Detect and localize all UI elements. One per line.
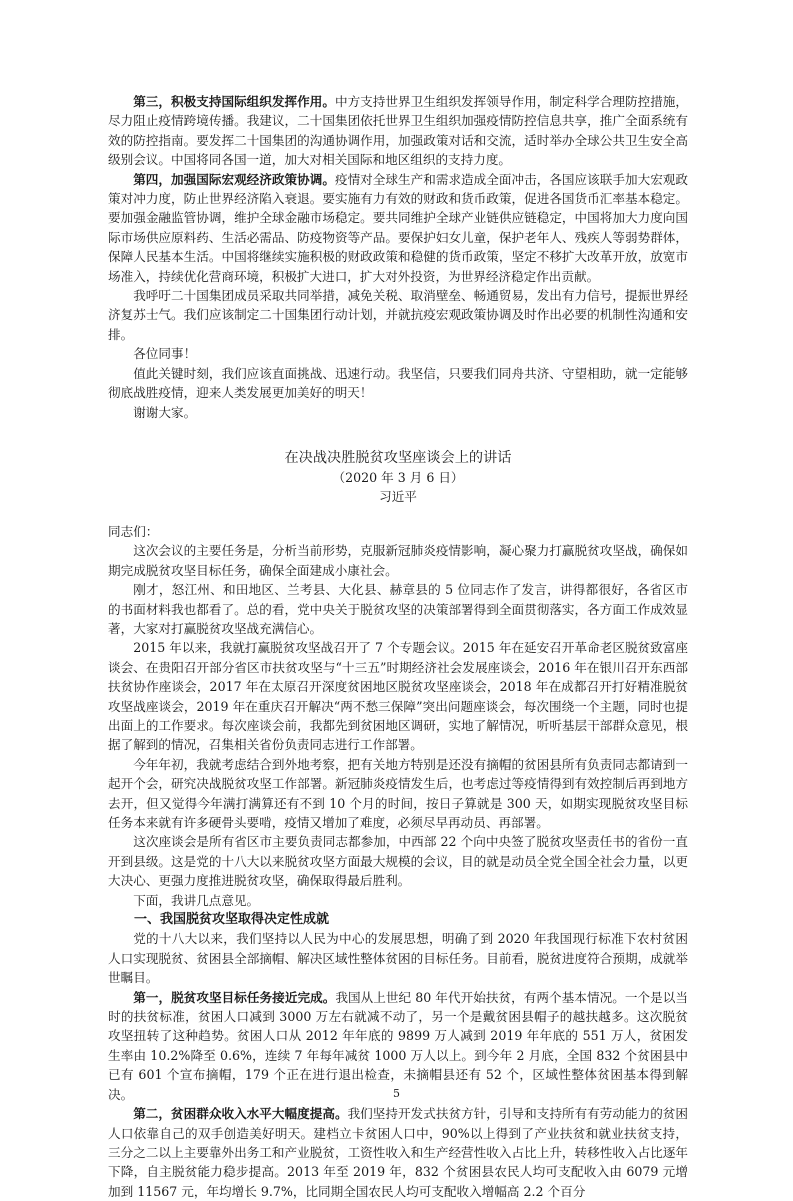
paragraph: 今年年初，我就考虑结合到外地考察，把有关地方特别是还没有摘帽的贫困县所有负责同志都请到一起开个会，研究决战脱贫攻坚工作部署。新冠肺炎疫情发生后，也考虑过等疫情得到有效控制后再到地方去开，但又觉得今年满打满算还有不到 10 个月的时间，按日子算就是 300 天，如期实现脱贫攻坚目标任务本来就有许多硬骨头要啃，疫情又增加了难度，必须尽早再动员、再部署。 bbox=[108, 756, 688, 830]
page-number: 5 bbox=[393, 1087, 400, 1100]
paragraph: 这次会议的主要任务是，分析当前形势，克服新冠肺炎疫情影响，凝心聚力打赢脱贫攻坚战，确保如期完成脱贫攻坚目标任务，确保全面建成小康社会。 bbox=[108, 543, 688, 578]
speech-date: （2020 年 3 月 6 日） bbox=[332, 469, 464, 485]
paragraph bbox=[108, 92, 688, 170]
paragraph: 值此关键时刻，我们应该直面挑战、迅速行动。我坚信，只要我们同舟共济、守望相助，就一定能够彻底战胜疫情，迎来人类发展更加美好的明天！ bbox=[108, 365, 688, 401]
section-heading: 一、我国脱贫攻坚取得决定性成就 bbox=[134, 912, 330, 928]
paragraph: 这次座谈会是所有省区市主要负责同志都参加，中西部 22 个向中央签了脱贫攻坚责任书的省份一直开到县级。这是党的十八大以来脱贫攻坚方面最大规模的会议，目的就是动员全党全国全社会力量，以更大决心、更强力度推进脱贫攻坚，确保取得最后胜利。 bbox=[108, 834, 688, 889]
speech-title: 在决战决胜脱贫攻坚座谈会上的讲话 bbox=[284, 449, 512, 466]
page-content bbox=[108, 92, 688, 1201]
speech-author: 习近平 bbox=[379, 488, 417, 504]
paragraph-lead: 第四，加强国际宏观经济政策协调。 bbox=[133, 171, 335, 187]
paragraph bbox=[108, 170, 688, 286]
paragraph-text: 疫情对全球生产和需求造成全面冲击，各国应该联手加大宏观政策对冲力度，防止世界经济陷入衰退。要实施有力有效的财政和货币政策，促进各国货币汇率基本稳定。要加强金融监管协调，维护全球金融市场稳定。要共同维护全球产业链供应链稳定，中国将加大力度向国际市场供应原料药、生活必需品、防疫物资等产品。要保护妇女儿童，保护老年人、残疾人等弱势群体，保障人民基本生活。中国将继续实施积极的财政政策和稳健的货币政策，坚定不移扩大改革开放，放宽市场准入，持续优化营商环境，积极扩大进口，扩大对外投资，为世界经济稳定作出贡献。 bbox=[108, 171, 689, 284]
paragraph: 我呼吁二十国集团成员采取共同举措，减免关税、取消壁垒、畅通贸易，发出有力信号，提振世界经济复苏士气。我们应该制定二十国集团行动计划，并就抗疫宏观政策协调及时作出必要的机制性沟通和安排。 bbox=[108, 288, 688, 342]
speech-header bbox=[108, 448, 688, 506]
paragraph-text: 中方支持世界卫生组织发挥领导作用，制定科学合理防控措施，尽力阻止疫情跨境传播。我建议，二十国集团依托世界卫生组织加强疫情防控信息共享，推广全面系统有效的防控指南。要发挥二十国集团的沟通协调作用，加强政策对话和交流，适时举办全球公共卫生安全高级别会议。中国将同各国一道，加大对相关国际和地区组织的支持力度。 bbox=[108, 94, 689, 168]
paragraph bbox=[108, 1104, 688, 1201]
paragraph: 刚才，怒江州、和田地区、兰考县、大化县、赫章县的 5 位同志作了发言，讲得都很好，各省区市的书面材料我也都看了。总的看，党中央关于脱贫攻坚的决策部署得到全面贯彻落实，各方面工作成效显著，大家对打赢脱贫攻坚战充满信心。 bbox=[108, 582, 688, 636]
paragraph: 下面，我讲几点意见。 bbox=[133, 892, 260, 908]
paragraph-text: 我国从上世纪 80 年代开始扶贫，有两个基本情况。一个是以当时的扶贫标准，贫困人口减到 3000 万左右就减不动了，另一个是戴贫困县帽子的越扶越多。这次脱贫攻坚扭转了这种趋势。贫困人口从 2012 年年底的 9899 万人减到 2019 年年底的 551 万人，贫困发生率由 10.2%降至 0.6%，连续 7 年每年减贫 1000 万人以上。到今年 2 月底，全国 832 个贫困县中已有 601 个宣布摘帽，179 个正在进行退出检查，未摘帽县还有 52 个，区域性整体贫困基本得到解决。 bbox=[108, 989, 688, 1102]
paragraph: 党的十八大以来，我们坚持以人民为中心的发展思想，明确了到 2020 年我国现行标准下农村贫困人口实现脱贫、贫困县全部摘帽、解决区域性整体贫困的目标任务。目前看，脱贫进度符合预期，成就举世瞩目。 bbox=[108, 931, 688, 986]
paragraph: 谢谢大家。 bbox=[133, 404, 197, 420]
paragraph-lead: 第二，贫困群众收入水平大幅度提高。 bbox=[133, 1106, 348, 1122]
paragraph: 各位同事！ bbox=[133, 346, 197, 362]
paragraph-lead: 第三，积极支持国际组织发挥作用。 bbox=[133, 94, 335, 109]
paragraph: 2015 年以来，我就打赢脱贫攻坚战召开了 7 个专题会议。2015 年在延安召开革命老区脱贫致富座谈会、在贵阳召开部分省区市扶贫攻坚与“十三五”时期经济社会发展座谈会，2016 年在银川召开东西部扶贫协作座谈会，2017 年在太原召开深度贫困地区脱贫攻坚座谈会，2018 年在成都召开打好精准脱贫攻坚战座谈会，2019 年在重庆召开解决“两不愁三保障”突出问题座谈会，每次围绕一个主题，同时也提出面上的工作要求。每次座谈会前，我都先到贫困地区调研，实地了解情况，听听基层干部群众意见，根据了解到的情况，召集相关省份负责同志进行工作部署。 bbox=[108, 640, 688, 753]
greeting: 同志们： bbox=[108, 523, 159, 539]
paragraph-text: 我们坚持开发式扶贫方针，引导和支持所有有劳动能力的贫困人口依靠自己的双手创造美好明天。建档立卡贫困人口中，90%以上得到了产业扶贫和就业扶贫支持，三分之二以上主要靠外出务工和产业脱贫，工资性收入和生产经营性收入占比上升，转移性收入占比逐年下降，自主脱贫能力稳步提高。2013 年至 2019 年，832 个贫困县农民人均可支配收入由 6079 元增加到 11567 元，年均增长 9.7%，比同期全国农民人均可支配收入增幅高 2.2 个百分 bbox=[108, 1106, 689, 1199]
paragraph-lead: 第一，脱贫攻坚目标任务接近完成。 bbox=[133, 989, 336, 1005]
